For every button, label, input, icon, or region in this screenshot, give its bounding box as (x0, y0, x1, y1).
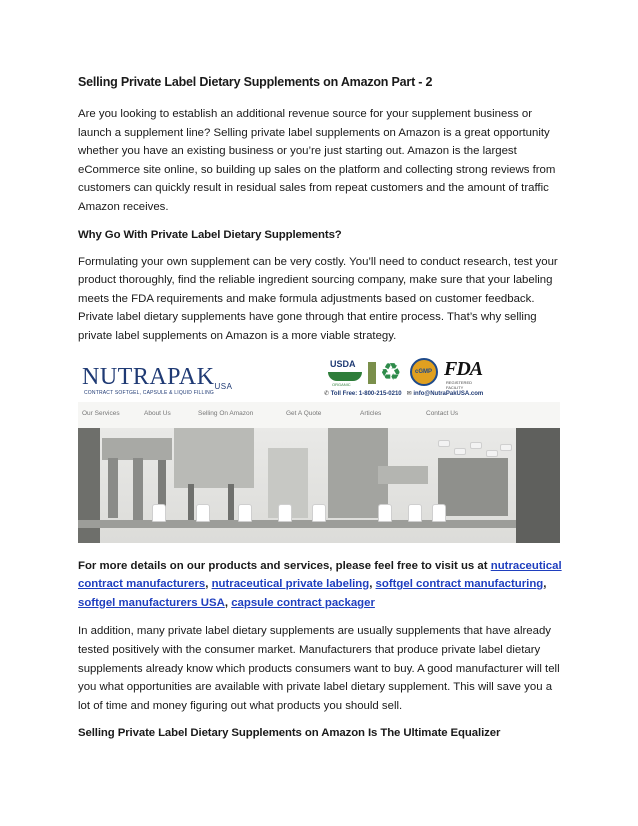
phone-number: Toll Free: 1-800-215-0210 (330, 390, 402, 397)
nav-item-articles: Articles (360, 409, 382, 417)
mail-icon: ✉ (406, 390, 412, 397)
nav-item-about-us: About Us (144, 409, 171, 417)
cgmp-seal-icon: cGMP (410, 358, 438, 386)
contact-line (324, 390, 483, 397)
logo-tagline: CONTRACT SOFTGEL, CAPSULE & LIQUID FILLING (84, 389, 214, 396)
nutrapak-logo: NUTRAPAKUSA (82, 363, 233, 391)
link-softgel-contract-manufacturing[interactable]: softgel contract manufacturing (375, 578, 544, 591)
document-body (78, 74, 564, 751)
addition-paragraph: In addition, many private label dietary supplements are usually supplements that have already tested positively with the consumer market. Manufacturers that produce private label dietary supplements already know which products consumers want to buy. A good manufacturer will tell you what opportunities are available with private label dietary supplement. This will save you a lot of time and money figuring out what products you should sell. (78, 625, 560, 712)
nutrapak-website-image (78, 356, 560, 543)
heading-why-private-label: Why Go With Private Label Dietary Supplements? (78, 228, 342, 241)
image-header (78, 356, 560, 402)
link-capsule-contract-packager[interactable]: capsule contract packager (231, 596, 375, 609)
vegan-badge-icon (368, 362, 376, 384)
usda-organic-icon: USDA ORGANIC (328, 358, 366, 388)
nav-item-get-a-quote: Get A Quote (286, 409, 322, 417)
document-title: Selling Private Label Dietary Supplements on Amazon Part - 2 (78, 75, 433, 89)
heading-ultimate-equalizer: Selling Private Label Dietary Supplements on Amazon Is The Ultimate Equalizer (78, 727, 501, 740)
nav-item-selling-on-amazon: Selling On Amazon (198, 409, 254, 417)
why-paragraph: Formulating your own supplement can be very costly. You’ll need to conduct research, test your product thoroughly, find the reliable ingredient sourcing company, make sure that your labeling meets the FDA requirements and make formula adjustments based on customer feedback. Private label dietary supplements have gone through that entire process. That’s why selling private label supplements on Amazon is a more viable strategy. (78, 255, 558, 342)
nav-item-contact-us: Contact Us (426, 409, 459, 417)
nav-item-our-services: Our Services (82, 409, 120, 417)
email-address: info@NutraPakUSA.com (413, 390, 484, 397)
recycle-icon: ♻ (380, 358, 402, 386)
image-nav-bar (78, 410, 560, 424)
details-paragraph: For more details on our products and services, please feel free to visit us at nutraceutical contract manufacturers, nutraceutical private labeling, softgel contract manufacturing, softgel manufacturers USA, capsule contract packager (78, 559, 562, 609)
intro-paragraph: Are you looking to establish an additional revenue source for your supplement business or launch a supplement line? Selling private label supplements on Amazon is a great opportunity whether you have an existing business or you’re just starting out. Amazon is the largest eCommerce site online, so building up sales on the platform and collecting strong reviews from customers can quickly result in residual sales from repeat customers and the amount of traffic Amazon receives. (78, 108, 556, 213)
link-nutraceutical-private-labeling[interactable]: nutraceutical private labeling (211, 578, 370, 591)
details-prefix: For more details on our products and services, please feel free to visit us at (78, 559, 491, 572)
phone-icon: ✆ (324, 390, 330, 397)
link-nutraceutical-contract-manufacturers[interactable]: nutraceutical contract manufacturers (78, 559, 562, 591)
machinery-photo (78, 428, 560, 543)
fda-logo-icon: FDA REGISTERED FACILITY (444, 357, 483, 390)
link-softgel-manufacturers-usa[interactable]: softgel manufacturers USA (78, 596, 225, 609)
